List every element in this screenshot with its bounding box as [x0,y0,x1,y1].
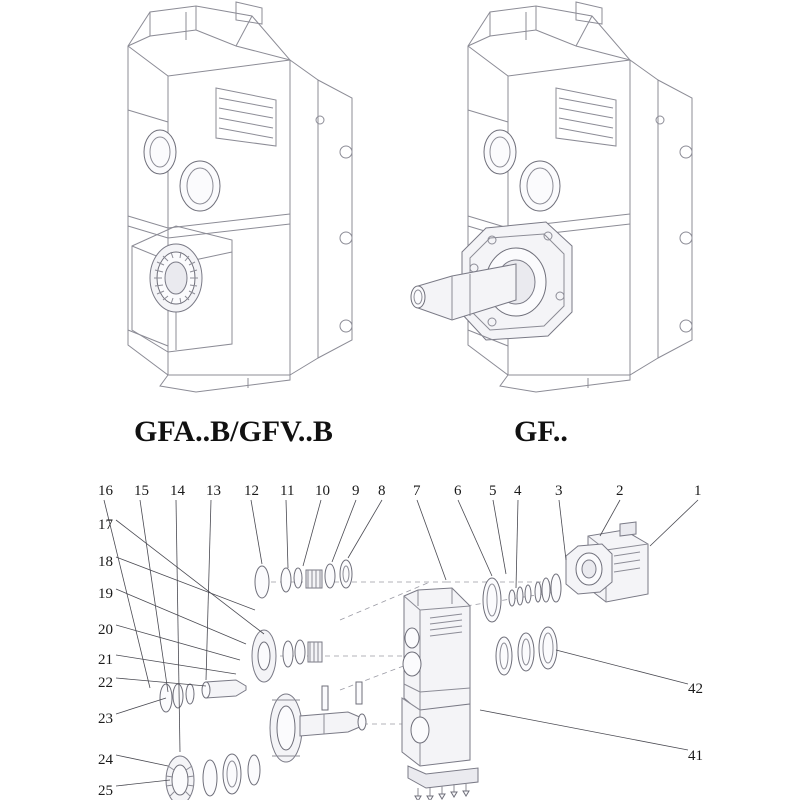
callout-16: 16 [98,483,113,499]
callout-12: 12 [244,483,259,499]
leader-lines-left [116,520,264,786]
callout-4: 4 [514,483,522,499]
callout-41: 41 [688,748,703,764]
callout-15: 15 [134,483,149,499]
callout-8: 8 [378,483,386,499]
callout-9: 9 [352,483,360,499]
caption-right: GF.. [514,415,568,448]
exploded-parts-diagram [0,460,800,800]
shim-and-cover-parts [483,574,561,675]
callout-13: 13 [206,483,221,499]
callout-1: 1 [694,483,702,499]
gearbox-right-outline [411,2,692,392]
callout-19: 19 [98,586,113,602]
callout-22: 22 [98,675,113,691]
callout-23: 23 [98,711,113,727]
motor-adapter-part [566,522,648,602]
callout-17: 17 [98,517,113,533]
callout-6: 6 [454,483,462,499]
callout-42: 42 [688,681,703,697]
callout-3: 3 [555,483,563,499]
callout-14: 14 [170,483,185,499]
callout-20: 20 [98,622,113,638]
callout-10: 10 [315,483,330,499]
callout-24: 24 [98,752,113,768]
callout-5: 5 [489,483,497,499]
caption-left: GFA..B/GFV..B [134,415,333,448]
shaft-and-gear-parts [160,560,366,800]
gearbox-left-outline [128,2,352,392]
exploded-svg [0,460,800,800]
housing-part [402,588,478,800]
callout-21: 21 [98,652,113,668]
callout-11: 11 [280,483,295,499]
callout-25: 25 [98,783,113,799]
callout-7: 7 [413,483,421,499]
callout-2: 2 [616,483,624,499]
callout-18: 18 [98,554,113,570]
